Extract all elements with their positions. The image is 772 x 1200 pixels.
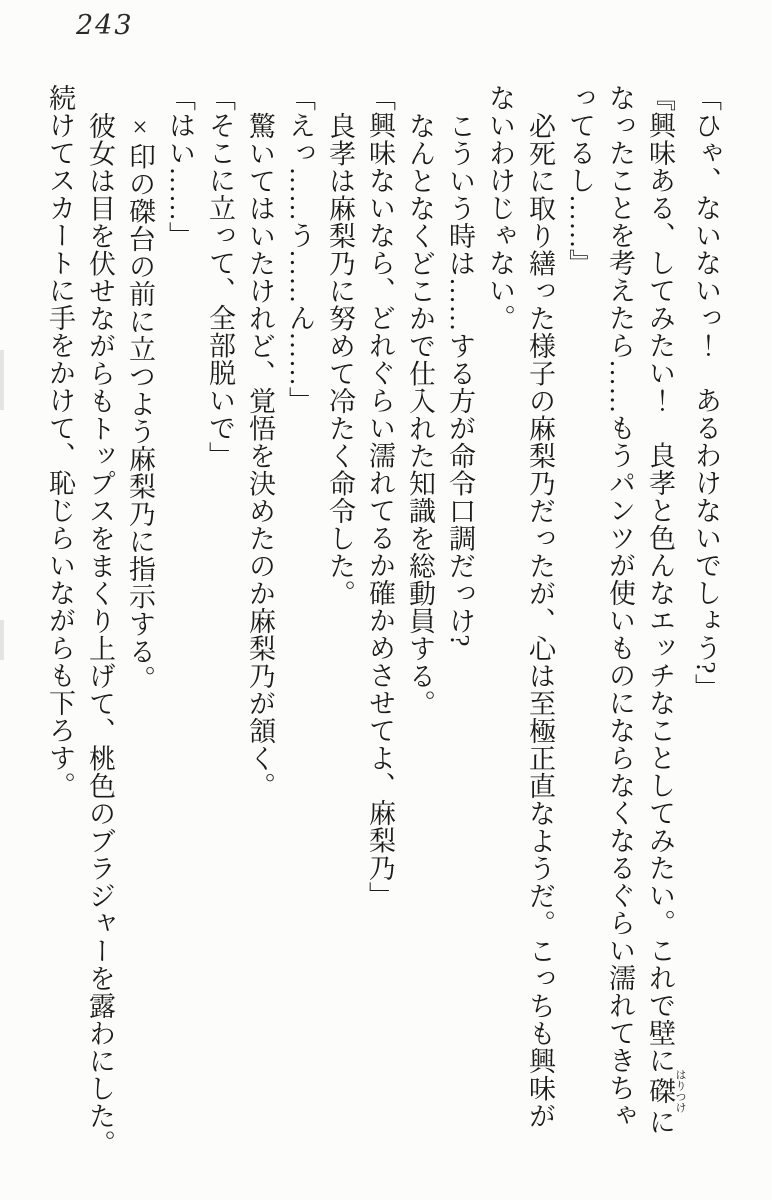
furigana-word xyxy=(645,1069,686,1113)
text-line: なんとなくどこかで仕入れた知識を総動員する。 xyxy=(405,112,435,717)
text-line: 「えっ……う……ん……」 xyxy=(285,84,315,414)
text-line: 続けてスカートに手をかけて、恥じらいながらも下ろす。 xyxy=(45,84,75,799)
text-line: 彼女は目を伏せながらもトップスをまくり上げて、桃色のブラジャーを露わにした。 xyxy=(85,112,115,1157)
text-line: 必死に取り繕った様子の麻梨乃だったが、心は至極正直なようだ。こっちも興味が xyxy=(525,112,555,1130)
text-line: こういう時は……する方が命令口調だっけ? xyxy=(445,112,475,647)
text-segment: に xyxy=(645,1108,675,1136)
text-line: ×印の磔台の前に立つよう麻梨乃に指示する。 xyxy=(125,112,155,693)
text-line: ないわけじゃない。 xyxy=(485,84,515,332)
scan-artifact xyxy=(0,350,4,410)
furigana-reading: はりつけ xyxy=(674,1069,686,1113)
vertical-text-block xyxy=(40,84,726,1164)
scan-artifact xyxy=(0,620,4,660)
text-segment: 『興味ある、してみたい！ 良孝と色んなエッチなことしてみたい。これで壁に xyxy=(645,84,675,1074)
furigana-base: 磔 xyxy=(645,1069,675,1113)
text-line xyxy=(640,84,686,1164)
page-number: 243 xyxy=(76,10,134,41)
text-line: 「はい……」 xyxy=(165,84,195,249)
text-line: 「そこに立って、全部脱いで」 xyxy=(205,84,235,469)
text-line: 驚いてはいたけれど、覚悟を決めたのか麻梨乃が頷く。 xyxy=(245,112,275,800)
text-line: 「興味ないなら、どれぐらい濡れてるか確かめさせてよ、麻梨乃」 xyxy=(365,84,395,909)
text-line: ってるし……』 xyxy=(565,84,595,277)
text-line: 良孝は麻梨乃に努めて冷たく命令した。 xyxy=(325,112,355,607)
text-line: なったことを考えたら……もうパンツが使いものにならなくなるぐらい濡れてきちゃ xyxy=(605,84,635,1129)
text-line: 「ひゃ、ないないっ！ あるわけないでしょう?」 xyxy=(691,84,721,702)
